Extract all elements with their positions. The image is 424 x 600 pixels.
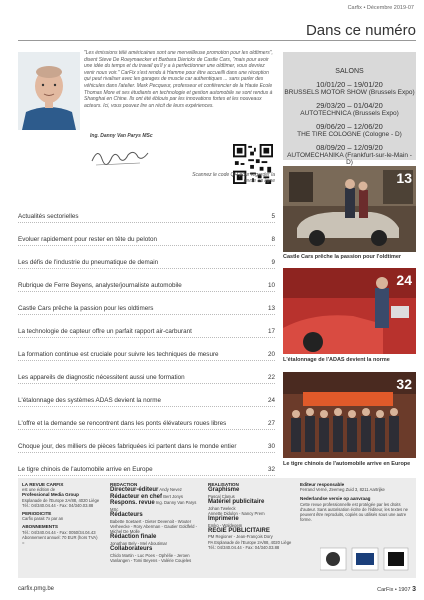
toc-title: Actualités sectorielles — [18, 213, 79, 220]
masthead-role: Imprimerie — [208, 516, 239, 522]
masthead-role: Matériel publicitaire — [208, 499, 265, 505]
masthead-text: Ferrand Verné, Zeemeg Zuid 3, 8211 Aartrijke — [300, 487, 385, 493]
masthead-heading: REDACTION — [110, 482, 138, 487]
author-photo — [18, 52, 80, 130]
toc-title: La formation continue est cruciale pour suivre les techniques de mesure — [18, 351, 219, 358]
toc-title: Castle Cars prêche la passion pour les oldtimers — [18, 305, 154, 312]
masthead-person: Johan Tweleck — [208, 505, 236, 511]
toc-page: 32 — [267, 466, 275, 473]
signature-caption: Ing. Danny Van Parys MSc — [90, 133, 153, 139]
masthead-heading: PERIODICITE — [22, 511, 52, 517]
masthead-role: Directeur-éditeur — [110, 487, 159, 494]
masthead-person: Andy Nevez — [159, 487, 182, 493]
masthead-text: Esplanade de l'Europe 2A/88, 4020 Liège — [22, 497, 100, 503]
masthead-col-realisation — [208, 482, 294, 550]
masthead-heading: LA REVUE CARFIX — [22, 482, 64, 487]
page-title: Dans ce numéro — [305, 22, 416, 39]
toc-page: 24 — [267, 397, 275, 404]
salon-item — [283, 122, 416, 138]
salon-name: AUTOTECHNICA (Brussels Expo) — [300, 110, 399, 117]
feature-image-chinese-tiger[interactable] — [283, 372, 416, 458]
salon-name: THE TIRE COLOGNE (Cologne - D) — [297, 131, 402, 138]
toc-item[interactable] — [18, 210, 275, 223]
toc-title: Les défis de l'industrie du pneumatique de demain — [18, 259, 159, 266]
feature-image-adas[interactable] — [283, 268, 416, 354]
salon-dates: 10/01/20 – 19/01/20 — [316, 80, 383, 89]
salon-item — [283, 143, 416, 166]
feature-page-number: 24 — [396, 272, 412, 288]
masthead-col-editor — [300, 482, 412, 522]
masthead-role: Collaborateurs — [110, 546, 153, 553]
feature-caption: Castle Cars prêche la passion pour l'oldtimer — [283, 254, 402, 260]
masthead-heading: Editeur responsable — [300, 482, 345, 487]
feature-page-number: 32 — [396, 376, 412, 392]
salon-dates: 09/06/20 – 12/06/20 — [316, 122, 383, 131]
toc-item[interactable] — [18, 440, 275, 453]
salon-name: BRUSSELS MOTOR SHOW (Brussels Expo) — [284, 89, 415, 96]
signature-graphic — [90, 143, 150, 169]
masthead-role: Graphisme — [208, 487, 240, 494]
masthead-text: Tél.: 04/340.04.44 - Fax: 04/340.03.88 — [208, 544, 280, 550]
qr-caption: Scannez le code QR pour regarder la revue en ligne — [192, 172, 275, 184]
toc-title: L'offre et la demande se rencontrent dans les ponts élévateurs roues libres — [18, 420, 227, 427]
toc-page: 5 — [271, 213, 275, 220]
issue-label: Carfix • Décembre 2019-07 — [347, 5, 414, 11]
toc-title: Choque jour, des milliers de pièces fabriquées ici partent dans le monde entier — [18, 443, 237, 450]
intro-text: "Les émissions télé américaines sont une merveilleuse promotion pour les oldtimers", disent Steve De Roeymaecker et Barbara Dierickx de Castle Cars, "mais pour avoir une idée du temps et du travail qu'il y a à perfectionner une oldtimer, vous devriez venir nous voir." CarFix s'est rendu à Hamme pour être accueilli dans une réception qui peut rivaliser avec les garages de muscle car authentiques ... sans parler des véhicules dans l'atelier. Mark Pecqueur, professeur et conférencier de la Haute Ecole Thomas More et ses étudiants en technologie et gestion automobile se sont rendus à Shanghai en Chine. Ils ont été éblouis par les innovations fortes et les nouveaux acteurs. Ici, vous pouvez lire un récit de leurs expériences. — [84, 50, 273, 109]
toc-item[interactable] — [18, 325, 275, 338]
toc-item[interactable] — [18, 348, 275, 361]
masthead-text: Carfix parait 7x par an — [22, 516, 64, 522]
toc-item[interactable] — [18, 256, 275, 269]
masthead-heading: Nederlandse versie op aanvraag — [300, 496, 371, 502]
masthead-person: Chido Martin - Luc Poes - Ophélie - Jeroen Vanlangen - Tomi Beyens - Valérie Coujeles — [110, 552, 192, 563]
toc-page: 9 — [271, 259, 275, 266]
masthead-heading: Professional Media Group — [22, 492, 79, 498]
toc-page: 17 — [267, 328, 275, 335]
toc-page: 20 — [267, 351, 275, 358]
page-number: 3 — [412, 586, 416, 593]
feature-caption: L'étalonnage de l'ADAS devient la norme — [283, 357, 390, 363]
toc-title: Les appareils de diagnostic nécessitent aussi une formation — [18, 374, 185, 381]
salons-box — [283, 52, 416, 166]
toc-title: L'étalonnage des systèmes ADAS devient la norme — [18, 397, 161, 404]
feature-image-castle-cars[interactable] — [283, 166, 416, 252]
salon-dates: 08/09/20 – 12/09/20 — [316, 143, 383, 152]
salon-name: AUTOMECHANIKA (Frankfurt-sur-le-Main - D) — [287, 152, 412, 166]
page-footer — [340, 586, 416, 593]
masthead-text: Cette revue professionnelle est protégée par les droits d'auteur. Sans autorisation écrite de l'éditeur, les textes ne peuvent être reproduits, copiés ou utilisés sous une autre forme. — [300, 501, 408, 523]
masthead-role: Respons. revue — [110, 500, 155, 507]
toc-item[interactable] — [18, 371, 275, 384]
feature-page-number: 13 — [396, 170, 412, 186]
masthead-text: Tél.: 04/340.04.44 - Fax: 04/340.03.88 — [22, 502, 94, 508]
toc-item[interactable] — [18, 279, 275, 292]
masthead-person: Jonathan Bely - Mel Aboutimar — [110, 540, 168, 546]
website-link[interactable]: carfix.pmg.be — [18, 586, 55, 592]
masthead-text: Abonnement annuel: 70 EUR (hors TVA) = — [22, 534, 98, 546]
toc-item[interactable] — [18, 302, 275, 315]
toc-page: 27 — [267, 420, 275, 427]
masthead-text: PA Esplanade de l'Europe 2A/88, 4020 Liège — [208, 539, 292, 545]
masthead-role: Rédacteurs — [110, 512, 143, 519]
masthead-heading: REALISATION — [208, 482, 239, 487]
salon-dates: 29/03/20 – 01/04/20 — [316, 101, 383, 110]
toc-title: Rubrique de Ferre Beyens, analyste/journaliste automobile — [18, 282, 182, 289]
masthead-text: Tél.: 04/340.04.44 - Fax: 0050/34.04.43 — [22, 529, 96, 535]
toc-item[interactable] — [18, 417, 275, 430]
masthead-role: Rédaction finale — [110, 534, 157, 541]
masthead-role: REGIE PUBLICITAIRE — [208, 527, 270, 534]
masthead-heading: ABONNEMENTS — [22, 524, 58, 530]
masthead-person: Pascal Clanus — [208, 493, 235, 499]
masthead-person: PM Regioner - Jean-François Dory — [208, 534, 273, 540]
toc-item[interactable] — [18, 233, 275, 246]
masthead-col-redaction — [110, 482, 202, 563]
partner-logos — [320, 546, 410, 572]
toc-page: 8 — [271, 236, 275, 243]
masthead-text: est une édition de — [22, 487, 56, 493]
masthead-col-publisher — [22, 482, 100, 545]
toc-page: 22 — [267, 374, 275, 381]
masthead-person: Annette Didulon - Nancy Prem — [208, 510, 265, 516]
footer-label: CarFix • 1907 — [377, 587, 411, 593]
toc-item[interactable] — [18, 394, 275, 407]
feature-caption: Le tigre chinois de l'automobile arrive en Europe — [283, 461, 411, 467]
toc-title: Le tigre chinois de l'automobile arrive en Europe — [18, 466, 153, 473]
masthead-person: Bert Jonys — [163, 493, 183, 499]
salons-heading: SALONS — [335, 68, 364, 75]
masthead-role: Rédacteur en chef — [110, 493, 163, 500]
masthead-person: Babette Soetaert - Dieter Devenoit - Wouter Verheecke - Rory Aberman - Gautier Goldfeld - Michel De Molle — [110, 518, 198, 535]
salon-item — [283, 80, 416, 96]
toc-title: Evoluer rapidement pour rester en tête du peloton — [18, 236, 157, 243]
toc-page: 10 — [267, 282, 275, 289]
title-divider — [18, 40, 416, 41]
toc-item[interactable] — [18, 463, 275, 476]
toc-page: 30 — [267, 443, 275, 450]
toc-page: 13 — [267, 305, 275, 312]
masthead-person: Ing. Danny Van Parys MSc — [110, 500, 197, 512]
salon-item — [283, 101, 416, 117]
masthead-person: Emko - Waldegem — [208, 522, 243, 528]
toc-title: La technologie de capteur offre un parfait rapport air-carburant — [18, 328, 192, 335]
